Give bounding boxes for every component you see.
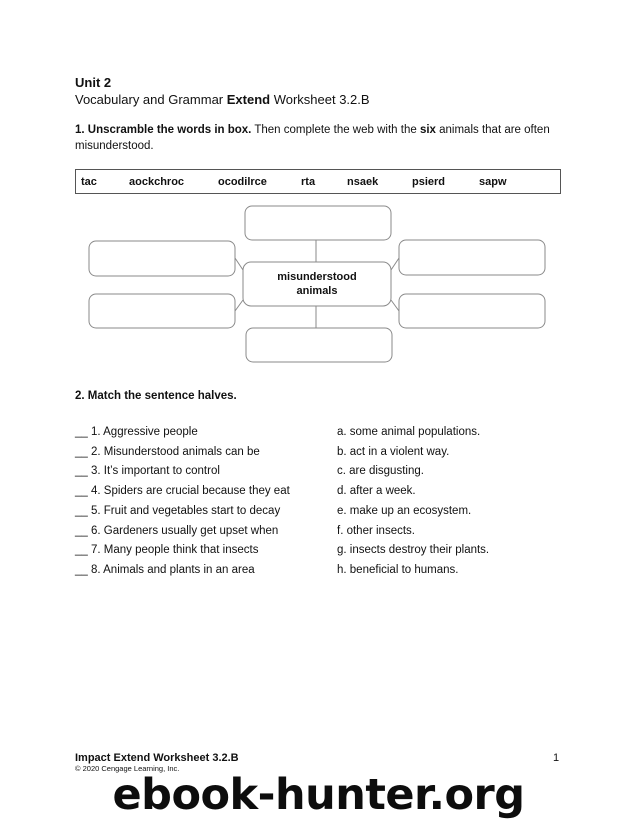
match-right-item: f. other insects.	[337, 525, 415, 537]
web-answer-box-right-top	[399, 240, 545, 275]
match-left-item: __ 1. Aggressive people	[75, 426, 198, 438]
match-left-item: __ 2. Misunderstood animals can be	[75, 446, 260, 458]
scrambled-word: tac	[81, 176, 97, 188]
web-connector-left-top	[235, 258, 243, 270]
subtitle-post: Worksheet 3.2.B	[270, 92, 370, 107]
subtitle-bold: Extend	[226, 92, 271, 107]
match-left-item: __ 6. Gardeners usually get upset when	[75, 525, 279, 537]
web-answer-box-top	[245, 206, 391, 240]
match-right-item: e. make up an ecosystem.	[337, 505, 472, 517]
match-right-item: g. insects destroy their plants.	[337, 544, 490, 556]
question-1-text-bold: six	[419, 124, 436, 136]
scrambled-word: nsaek	[347, 176, 379, 188]
match-left-item: __ 7. Many people think that insects	[75, 544, 259, 556]
match-right-item: a. some animal populations.	[337, 426, 481, 438]
scrambled-word: rta	[301, 176, 316, 188]
scrambled-word: aockchroc	[129, 176, 185, 188]
question-1-text-post: animals that are often misunderstood.	[75, 124, 550, 152]
scrambled-word: psierd	[412, 176, 446, 188]
web-center-label	[243, 270, 391, 298]
match-left-item: __ 5. Fruit and vegetables start to decay	[75, 505, 281, 517]
web-center-line-1: misunderstood	[277, 271, 357, 283]
question-2-title: 2. Match the sentence halves.	[75, 390, 237, 402]
question-1-text-pre: Then complete the web with the	[251, 124, 420, 136]
watermark-text: ebook-hunter.org	[112, 770, 525, 820]
unit-heading: Unit 2	[75, 75, 112, 90]
match-right-item: h. beneficial to humans.	[337, 564, 459, 576]
web-answer-box-right-bottom	[399, 294, 545, 328]
web-center-line-2: animals	[296, 285, 338, 297]
match-left-item: __ 4. Spiders are crucial because they eat	[75, 485, 290, 497]
web-connector-left-bottom	[235, 300, 243, 311]
match-right-item: c. are disgusting.	[337, 465, 424, 477]
web-answer-box-left-bottom	[89, 294, 235, 328]
web-answer-box-left-top	[89, 241, 235, 276]
footer-copyright: © 2020 Cengage Learning, Inc.	[75, 764, 180, 773]
word-web-diagram	[0, 0, 637, 400]
footer-title: Impact Extend Worksheet 3.2.B	[75, 752, 239, 764]
web-connector-right-top	[391, 258, 399, 270]
scrambled-word: sapw	[479, 176, 507, 188]
scrambled-word: ocodilrce	[218, 176, 267, 188]
match-right-item: b. act in a violent way.	[337, 446, 450, 458]
question-1-number: 1. Unscramble the words in box.	[75, 124, 252, 136]
web-answer-box-bottom	[246, 328, 392, 362]
subtitle-pre: Vocabulary and Grammar	[75, 92, 227, 107]
page-number: 1	[553, 752, 560, 764]
match-left-item: __ 8. Animals and plants in an area	[75, 564, 255, 576]
web-connector-right-bottom	[391, 300, 399, 311]
match-right-item: d. after a week.	[337, 485, 416, 497]
match-left-item: __ 3. It’s important to control	[75, 465, 220, 477]
